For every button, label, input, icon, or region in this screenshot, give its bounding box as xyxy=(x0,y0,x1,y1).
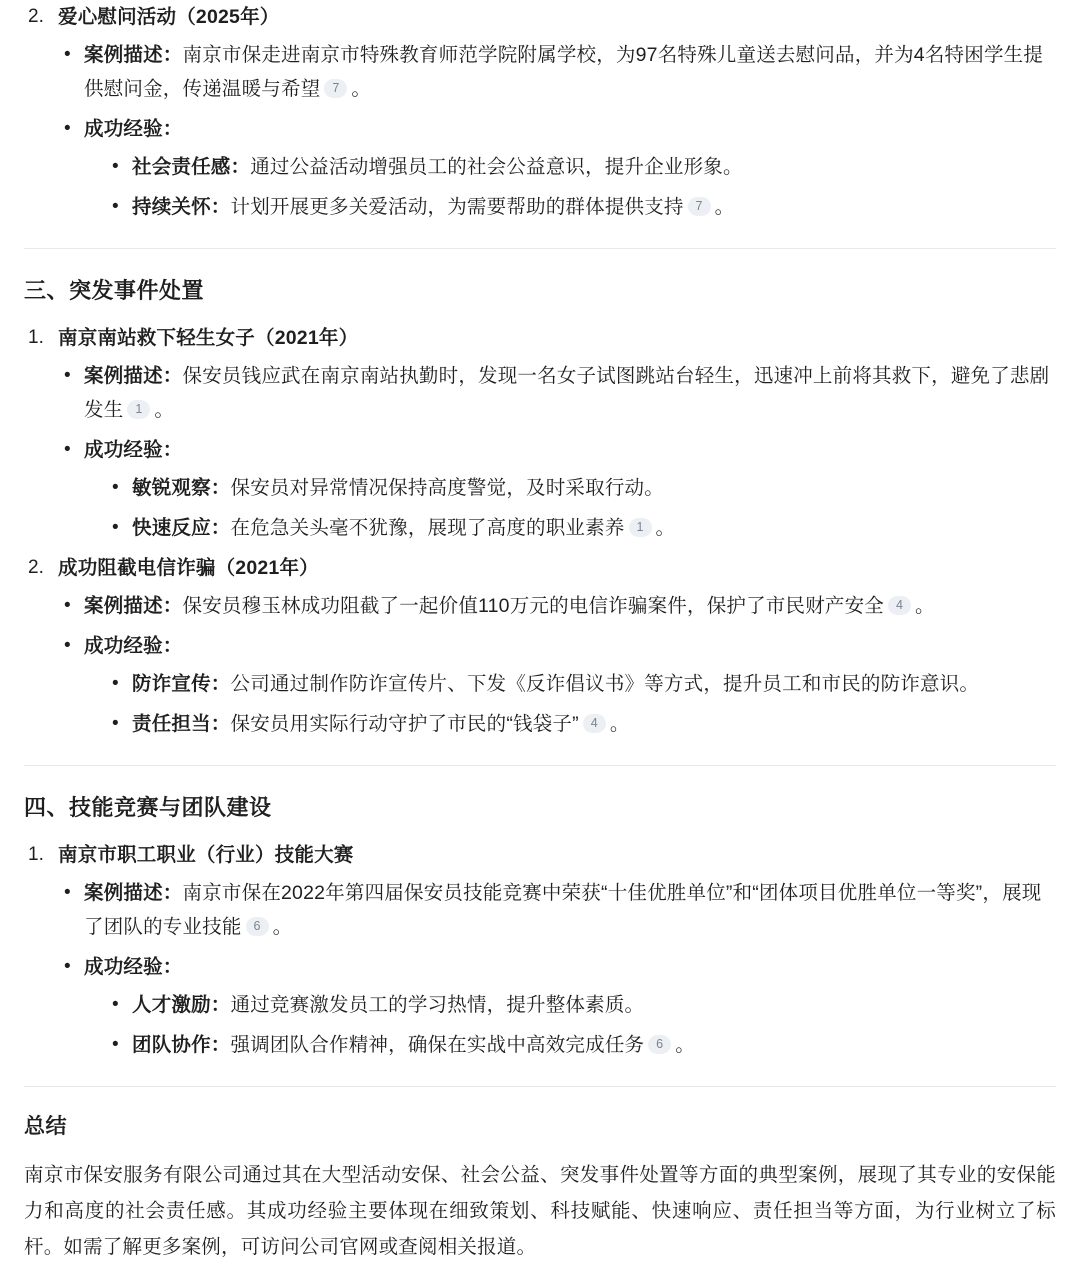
section-heading: 四、技能竞赛与团队建设 xyxy=(24,795,272,820)
item-title: 爱心慰问活动（2025年） xyxy=(58,6,280,28)
bullet-text-tail: 。 xyxy=(351,78,372,100)
sub-bullet-label: 防诈宣传： xyxy=(132,673,231,695)
list-item xyxy=(106,667,1056,701)
citation-chip[interactable]: 6 xyxy=(648,1035,671,1054)
sub-bullet-list xyxy=(106,150,1056,224)
sub-bullet-label: 敏锐观察： xyxy=(132,477,231,499)
sub-bullet-text: 强调团队合作精神，确保在实战中高效完成任务 xyxy=(230,1034,645,1056)
bullet-label: 成功经验： xyxy=(84,439,183,461)
list-item xyxy=(58,876,1056,944)
bullet-label: 案例描述： xyxy=(84,882,183,904)
sub-bullet-text: 保安员用实际行动守护了市民的“钱袋子” xyxy=(230,713,579,735)
section-heading: 三、突发事件处置 xyxy=(24,278,205,303)
list-item xyxy=(106,707,1056,741)
bullet-list xyxy=(58,589,1056,741)
bullet-label: 成功经验： xyxy=(84,635,183,657)
bullet-list xyxy=(58,38,1056,224)
bullet-text: 南京市保走进南京市特殊教育师范学院附属学校，为97名特殊儿童送去慰问品，并为4名特困学生提供慰问金，传递温暖与希望 xyxy=(84,44,1044,100)
list-item xyxy=(58,629,1056,741)
list-item xyxy=(58,112,1056,224)
list-item xyxy=(24,838,1056,1062)
section-item-list xyxy=(24,321,1056,741)
citation-chip[interactable]: 7 xyxy=(688,197,711,216)
citation-chip[interactable]: 1 xyxy=(629,518,652,537)
list-item xyxy=(106,190,1056,224)
list-item xyxy=(24,321,1056,545)
citation-chip[interactable]: 4 xyxy=(583,714,606,733)
list-item xyxy=(58,38,1056,106)
item-title: 南京市职工职业（行业）技能大赛 xyxy=(58,844,354,866)
sub-bullet-list xyxy=(106,667,1056,741)
sub-bullet-text-tail: 。 xyxy=(655,517,676,539)
list-marker: 1. xyxy=(28,327,44,348)
section-divider xyxy=(24,765,1056,766)
sub-bullet-list xyxy=(106,471,1056,545)
bullet-label: 成功经验： xyxy=(84,956,183,978)
list-item xyxy=(106,511,1056,545)
citation-chip[interactable]: 6 xyxy=(246,917,269,936)
list-item xyxy=(106,988,1056,1022)
sub-bullet-text: 保安员对异常情况保持高度警觉，及时采取行动。 xyxy=(230,477,664,499)
sub-bullet-text-tail: 。 xyxy=(675,1034,695,1056)
sub-bullet-label: 社会责任感： xyxy=(132,156,251,178)
citation-chip[interactable]: 1 xyxy=(127,400,150,419)
section-item-list xyxy=(24,838,1056,1062)
sub-bullet-text: 通过竞赛激发员工的学习热情，提升整体素质。 xyxy=(230,994,645,1016)
list-item xyxy=(58,359,1056,427)
sub-bullet-label: 快速反应： xyxy=(132,517,231,539)
sub-bullet-text: 在危急关头毫不犹豫，展现了高度的职业素养 xyxy=(230,517,625,539)
list-item xyxy=(24,0,1056,224)
bullet-text-tail: 。 xyxy=(915,595,935,617)
item-title: 南京南站救下轻生女子（2021年） xyxy=(58,327,359,349)
bullet-text: 保安员钱应武在南京南站执勤时，发现一名女子试图跳站台轻生，迅速冲上前将其救下，避免了悲剧发生 xyxy=(84,365,1050,421)
list-item xyxy=(106,150,1056,184)
list-marker: 1. xyxy=(28,844,44,865)
sub-bullet-text-tail: 。 xyxy=(609,713,630,735)
top-item-list xyxy=(24,0,1056,224)
list-item xyxy=(106,471,1056,505)
item-title: 成功阻截电信诈骗（2021年） xyxy=(58,557,319,579)
bullet-text-tail: 。 xyxy=(154,399,175,421)
list-item xyxy=(58,950,1056,1062)
sub-bullet-text: 计划开展更多关爱活动，为需要帮助的群体提供支持 xyxy=(230,196,684,218)
sub-bullet-label: 团队协作： xyxy=(132,1034,231,1056)
summary-heading: 总结 xyxy=(24,1115,67,1138)
list-item xyxy=(24,551,1056,741)
bullet-label: 案例描述： xyxy=(84,595,183,617)
sub-bullet-text-tail: 。 xyxy=(714,196,735,218)
sub-bullet-text: 公司通过制作防诈宣传片、下发《反诈倡议书》等方式，提升员工和市民的防诈意识。 xyxy=(230,673,980,695)
bullet-text-tail: 。 xyxy=(272,916,293,938)
list-marker: 2. xyxy=(28,6,44,27)
bullet-label: 案例描述： xyxy=(84,365,183,387)
section-divider xyxy=(24,248,1056,249)
bullet-text: 保安员穆玉林成功阻截了一起价值110万元的电信诈骗案件，保护了市民财产安全 xyxy=(182,595,885,617)
list-item xyxy=(106,1028,1056,1062)
sub-bullet-label: 持续关怀： xyxy=(132,196,231,218)
citation-chip[interactable]: 4 xyxy=(888,596,911,615)
bullet-text: 南京市保在2022年第四届保安员技能竞赛中荣获“十佳优胜单位”和“团体项目优胜单位一等奖”，展现了团队的专业技能 xyxy=(84,882,1042,938)
sub-bullet-label: 责任担当： xyxy=(132,713,231,735)
bullet-list xyxy=(58,359,1056,545)
sub-bullet-list xyxy=(106,988,1056,1062)
bullet-label: 成功经验： xyxy=(84,118,183,140)
summary-paragraph: 南京市保安服务有限公司通过其在大型活动安保、社会公益、突发事件处置等方面的典型案例，展现了其专业的安保能力和高度的社会责任感。其成功经验主要体现在细致策划、科技赋能、快速响应、责任担当等方面，为行业树立了标杆。如需了解更多案例，可访问公司官网或查阅相关报道。 xyxy=(24,1164,1056,1258)
section-divider xyxy=(24,1086,1056,1087)
sub-bullet-label: 人才激励： xyxy=(132,994,231,1016)
citation-chip[interactable]: 7 xyxy=(324,79,347,98)
list-item xyxy=(58,433,1056,545)
list-marker: 2. xyxy=(28,557,44,578)
bullet-list xyxy=(58,876,1056,1062)
sub-bullet-text: 通过公益活动增强员工的社会公益意识，提升企业形象。 xyxy=(250,156,743,178)
bullet-label: 案例描述： xyxy=(84,44,183,66)
list-item xyxy=(58,589,1056,623)
